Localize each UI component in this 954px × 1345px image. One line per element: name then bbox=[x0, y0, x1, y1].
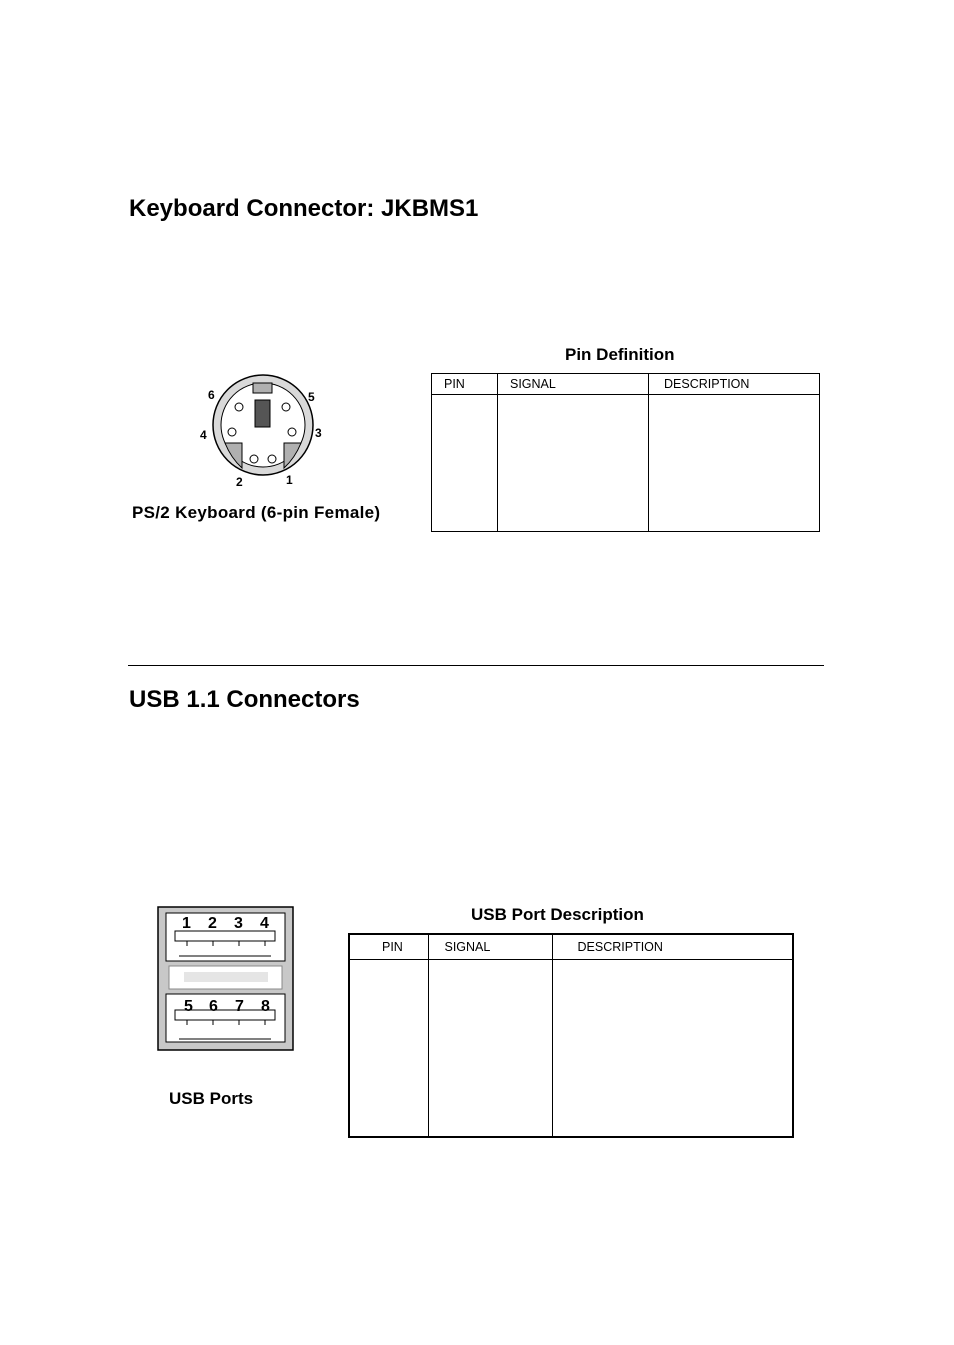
keyboard-section-title: Keyboard Connector: JKBMS1 bbox=[129, 195, 479, 222]
usb-pin-label: 8 bbox=[261, 998, 270, 1015]
ps2-key-bar bbox=[255, 400, 270, 427]
table-body-row bbox=[349, 960, 793, 1138]
ps2-pin-hole bbox=[250, 455, 258, 463]
table-cell bbox=[498, 395, 649, 532]
ps2-pin-hole bbox=[268, 455, 276, 463]
usb-pin-label: 4 bbox=[260, 915, 269, 932]
table-cell bbox=[649, 395, 820, 532]
column-header-pin: PIN bbox=[432, 374, 498, 395]
ps2-top-notch bbox=[253, 383, 272, 393]
table-cell bbox=[428, 960, 552, 1138]
usb-pin-label: 2 bbox=[208, 915, 217, 932]
usb-pin-label: 3 bbox=[234, 915, 243, 932]
column-header-signal: SIGNAL bbox=[428, 934, 552, 960]
ps2-pin-hole bbox=[228, 428, 236, 436]
ps2-connector-diagram bbox=[195, 370, 330, 495]
table-header-row bbox=[349, 934, 793, 960]
table-cell bbox=[349, 960, 428, 1138]
usb-port-description-title: USB Port Description bbox=[471, 905, 644, 924]
usb-section-title: USB 1.1 Connectors bbox=[129, 686, 360, 713]
ps2-pin-label: 2 bbox=[236, 475, 243, 489]
ps2-pin-label: 1 bbox=[286, 473, 293, 487]
keyboard-pin-table bbox=[431, 373, 820, 532]
ps2-pin-label: 3 bbox=[315, 426, 322, 440]
ps2-pin-hole bbox=[235, 403, 243, 411]
usb-pin-label: 1 bbox=[182, 915, 191, 932]
ps2-pin-label: 4 bbox=[200, 428, 207, 442]
ps2-pin-hole bbox=[288, 428, 296, 436]
usb-ports-caption: USB Ports bbox=[169, 1089, 254, 1108]
table-body-row bbox=[432, 395, 820, 532]
column-header-pin: PIN bbox=[349, 934, 428, 960]
table-header-row bbox=[432, 374, 820, 395]
section-divider bbox=[128, 665, 824, 666]
column-header-signal: SIGNAL bbox=[498, 374, 649, 395]
usb-top-tongue bbox=[175, 931, 275, 941]
ps2-pin-label: 6 bbox=[208, 388, 215, 402]
ps2-pin-hole bbox=[282, 403, 290, 411]
table-cell bbox=[552, 960, 793, 1138]
ps2-connector-caption: PS/2 Keyboard (6-pin Female) bbox=[132, 503, 381, 522]
column-header-description: DESCRIPTION bbox=[552, 934, 793, 960]
ps2-pin-label: 5 bbox=[308, 390, 315, 404]
usb-ports-diagram bbox=[157, 906, 295, 1052]
column-header-description: DESCRIPTION bbox=[649, 374, 820, 395]
usb-pin-table bbox=[348, 933, 794, 1138]
usb-pin-label: 7 bbox=[235, 998, 244, 1015]
usb-pin-label: 6 bbox=[209, 998, 218, 1015]
usb-pin-label: 5 bbox=[184, 998, 193, 1015]
pin-definition-title: Pin Definition bbox=[565, 345, 675, 364]
table-cell bbox=[432, 395, 498, 532]
